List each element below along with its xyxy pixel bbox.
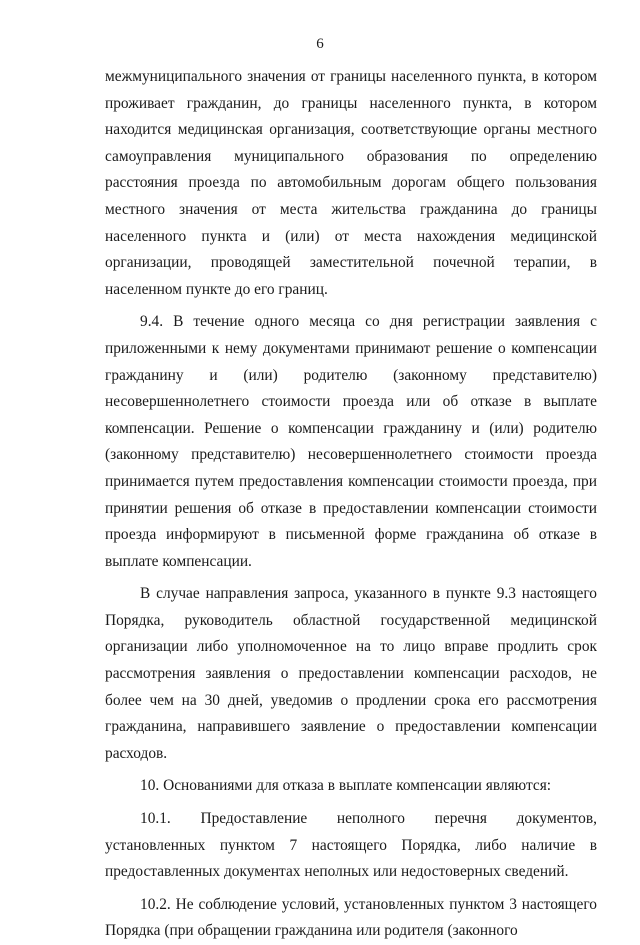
paragraph-request-extension: В случае направления запроса, указанного в пункте 9.3 настоящего Порядка, руководитель областной государственной медицинской организации либо уполномоченное на то лицо вправе продлить срок рассмотрения заявления о предоставлении компенсации расходов, не более чем на 30 дней, уведомив о продлении срока его рассмотрения гражданина, направившего заявление о предоставлении компенсации расходов. [105,585,597,762]
paragraph-9-4: 9.4. В течение одного месяца со дня регистрации заявления с приложенными к нему документами принимают решение о компенсации гражданину и (или) родителю (законному представителю) несовершеннолетнего стоимости проезда или об отказе в выплате компенсации. Решение о компенсации гражданину и (или) родителю (законному представителю) несовершеннолетнего стоимости проезда принимается путем предоставления компенсации стоимости проезда, при принятии решения об отказе в предоставлении компенсации стоимости проезда информируют в письменной форме гражданина об отказе в выплате компенсации. [105,313,597,570]
document-body [105,64,597,945]
paragraph-10-1: 10.1. Предоставление неполного перечня документов, установленных пунктом 7 настоящего Порядка, либо наличие в предоставленных документах неполных или недостоверных сведений. [105,810,597,881]
paragraph-continuation: межмуниципального значения от границы населенного пункта, в котором проживает гражданин, до границы населенного пункта, в котором находится медицинская организация, соответствующие органы местного самоуправления муниципального образования по определению расстояния проезда по автомобильным дорогам общего пользования местного значения от места жительства гражданина до границы населенного пункта и (или) от места нахождения медицинской организации, проводящей заместительной почечной терапии, в населенном пункте до его границ. [105,68,597,298]
page-number: 6 [316,36,324,52]
paragraph-10-2: 10.2. Не соблюдение условий, установленных пунктом 3 настоящего Порядка (при обращении гражданина или родителя (законного [105,895,597,940]
paragraph-10: 10. Основаниями для отказа в выплате компенсации являются: [140,777,552,795]
